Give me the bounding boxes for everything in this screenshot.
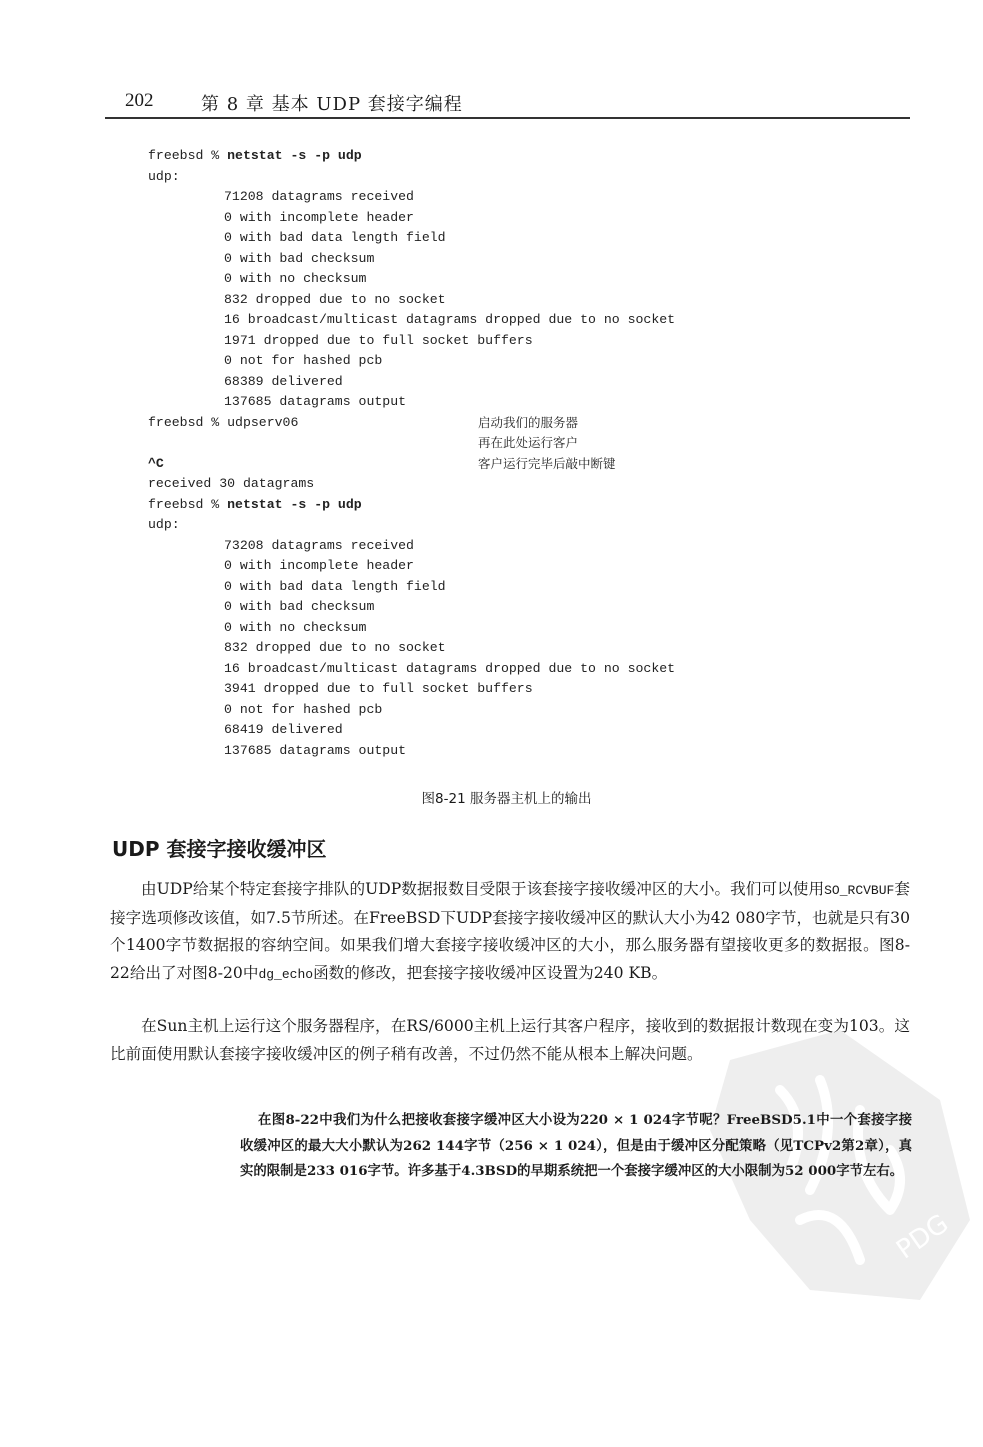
shell-prompt: freebsd % bbox=[148, 496, 228, 512]
code-text: 71208 datagrams received bbox=[224, 189, 414, 204]
shell-prompt: freebsd % bbox=[148, 148, 228, 163]
code-text: 68389 delivered bbox=[224, 373, 343, 389]
code-line bbox=[148, 515, 675, 536]
code-text: 0 with incomplete header bbox=[224, 209, 414, 225]
code-text: 0 not for hashed pcb bbox=[224, 353, 383, 368]
code-line bbox=[148, 741, 675, 762]
code-annotation: 客户运行完毕后敲中断键 bbox=[478, 455, 616, 471]
code-line bbox=[148, 474, 675, 495]
code-line bbox=[148, 310, 675, 331]
code-line bbox=[148, 659, 675, 680]
code-listing bbox=[148, 146, 675, 761]
paragraph-2-text: 在Sun主机上运行这个服务器程序，在RS/6000主机上运行其客户程序，接收到的数据报计数现在变为103。这比前面使用默认套接字接收缓冲区的例子稍有改善，不过仍然不能从根本上解决问题。 bbox=[110, 1017, 910, 1063]
code-text: 137685 datagrams output bbox=[224, 394, 407, 409]
shell-command: netstat -s -p udp bbox=[227, 496, 362, 512]
code-text: 832 dropped due to no socket bbox=[224, 640, 446, 655]
code-line bbox=[148, 392, 675, 413]
code-text: 0 with bad data length field bbox=[224, 578, 446, 594]
code-text: 68419 delivered bbox=[224, 722, 343, 737]
section-title: UDP 套接字接收缓冲区 bbox=[112, 837, 327, 861]
page-header bbox=[113, 88, 910, 118]
code-text: 16 broadcast/multicast datagrams dropped due to no socket bbox=[224, 660, 676, 676]
code-text: 0 with no checksum bbox=[224, 619, 367, 635]
code-text: udp: bbox=[148, 168, 180, 184]
code-line bbox=[148, 597, 675, 618]
code-text: received 30 datagrams bbox=[148, 476, 315, 491]
code-text: 137685 datagrams output bbox=[224, 742, 407, 758]
code-line bbox=[148, 187, 675, 208]
code-text: 3941 dropped due to full socket buffers bbox=[224, 681, 533, 696]
code-text: 1971 dropped due to full socket buffers bbox=[224, 332, 533, 348]
code-line bbox=[148, 290, 675, 311]
code-line bbox=[148, 679, 675, 700]
code-line bbox=[148, 146, 675, 167]
chapter-title: 第 8 章 基本 UDP 套接字编程 bbox=[201, 94, 463, 115]
code-text: 73208 datagrams received bbox=[224, 537, 414, 553]
code-line bbox=[148, 372, 675, 393]
page-number: 202 bbox=[125, 90, 154, 111]
figure-caption: 图8-21 服务器主机上的输出 bbox=[421, 791, 592, 807]
shell-command: netstat -s -p udp bbox=[227, 148, 362, 163]
code-line bbox=[148, 638, 675, 659]
code-text: 0 with no checksum bbox=[224, 271, 367, 286]
watermark-text: PDG bbox=[891, 1208, 955, 1266]
inline-code-so-rcvbuf: SO_RCVBUF bbox=[824, 883, 895, 898]
code-line bbox=[148, 167, 675, 188]
code-text: 0 not for hashed pcb bbox=[224, 701, 383, 717]
code-line bbox=[148, 413, 675, 434]
code-line bbox=[148, 556, 675, 577]
paragraph-1 bbox=[110, 876, 910, 988]
note-block bbox=[240, 1108, 912, 1185]
code-line bbox=[148, 454, 675, 475]
code-text: 0 with incomplete header bbox=[224, 558, 414, 573]
paragraph-1-text-a: 由UDP给某个特定套接字排队的UDP数据报数目受限于该套接字接收缓冲区的大小。我们可以使用 bbox=[141, 880, 825, 898]
code-line bbox=[148, 495, 675, 516]
code-line bbox=[148, 536, 675, 557]
code-text: 0 with bad checksum bbox=[224, 250, 375, 266]
paragraph-1-text-b: 套接字选项修改该值，如7.5节所述。在FreeBSD下UDP套接字接收缓冲区的默认大小为42 080字节，也就是只有30个1400字节数据报的容纳空间。如果我们增大套接字接收缓冲区的大小，那么服务器有望接收更多的数据报。图8-22给出了对图8-20中 bbox=[110, 880, 910, 982]
code-text: 0 with bad checksum bbox=[224, 599, 375, 614]
code-line bbox=[148, 720, 675, 741]
paragraph-2 bbox=[110, 1013, 910, 1068]
code-text: 0 with bad data length field bbox=[224, 230, 446, 245]
code-line bbox=[148, 208, 675, 229]
code-text: freebsd % udpserv06 bbox=[148, 414, 299, 430]
code-line bbox=[148, 249, 675, 270]
code-annotation: 再在此处运行客户 bbox=[478, 435, 579, 450]
code-line bbox=[148, 269, 675, 290]
code-line bbox=[148, 331, 675, 352]
code-text: 832 dropped due to no socket bbox=[224, 291, 446, 307]
code-line bbox=[148, 700, 675, 721]
code-line bbox=[148, 618, 675, 639]
code-line bbox=[148, 433, 675, 454]
shell-command: ^C bbox=[148, 455, 164, 471]
paragraph-1-text-c: 函数的修改，把套接字接收缓冲区设置为240 KB。 bbox=[313, 963, 668, 982]
code-line bbox=[148, 351, 675, 372]
code-text: 16 broadcast/multicast datagrams dropped due to no socket bbox=[224, 312, 676, 327]
code-text: udp: bbox=[148, 517, 180, 532]
code-line bbox=[148, 577, 675, 598]
inline-code-dg-echo: dg_echo bbox=[258, 966, 314, 982]
code-annotation: 启动我们的服务器 bbox=[478, 414, 579, 430]
header-rule bbox=[105, 117, 910, 119]
code-line bbox=[148, 228, 675, 249]
note-text: 在图8-22中我们为什么把接收套接字缓冲区大小设为220 × 1 024字节呢？FreeBSD5.1中一个套接字接收缓冲区的最大大小默认为262 144字节（256 × 1 024），但是由于缓冲区分配策略（见TCPv2第2章），真实的限制是233 016字节。许多基于4.3BSD的早期系统把一个套接字缓冲区的大小限制为52 000字节左右。 bbox=[240, 1112, 912, 1179]
